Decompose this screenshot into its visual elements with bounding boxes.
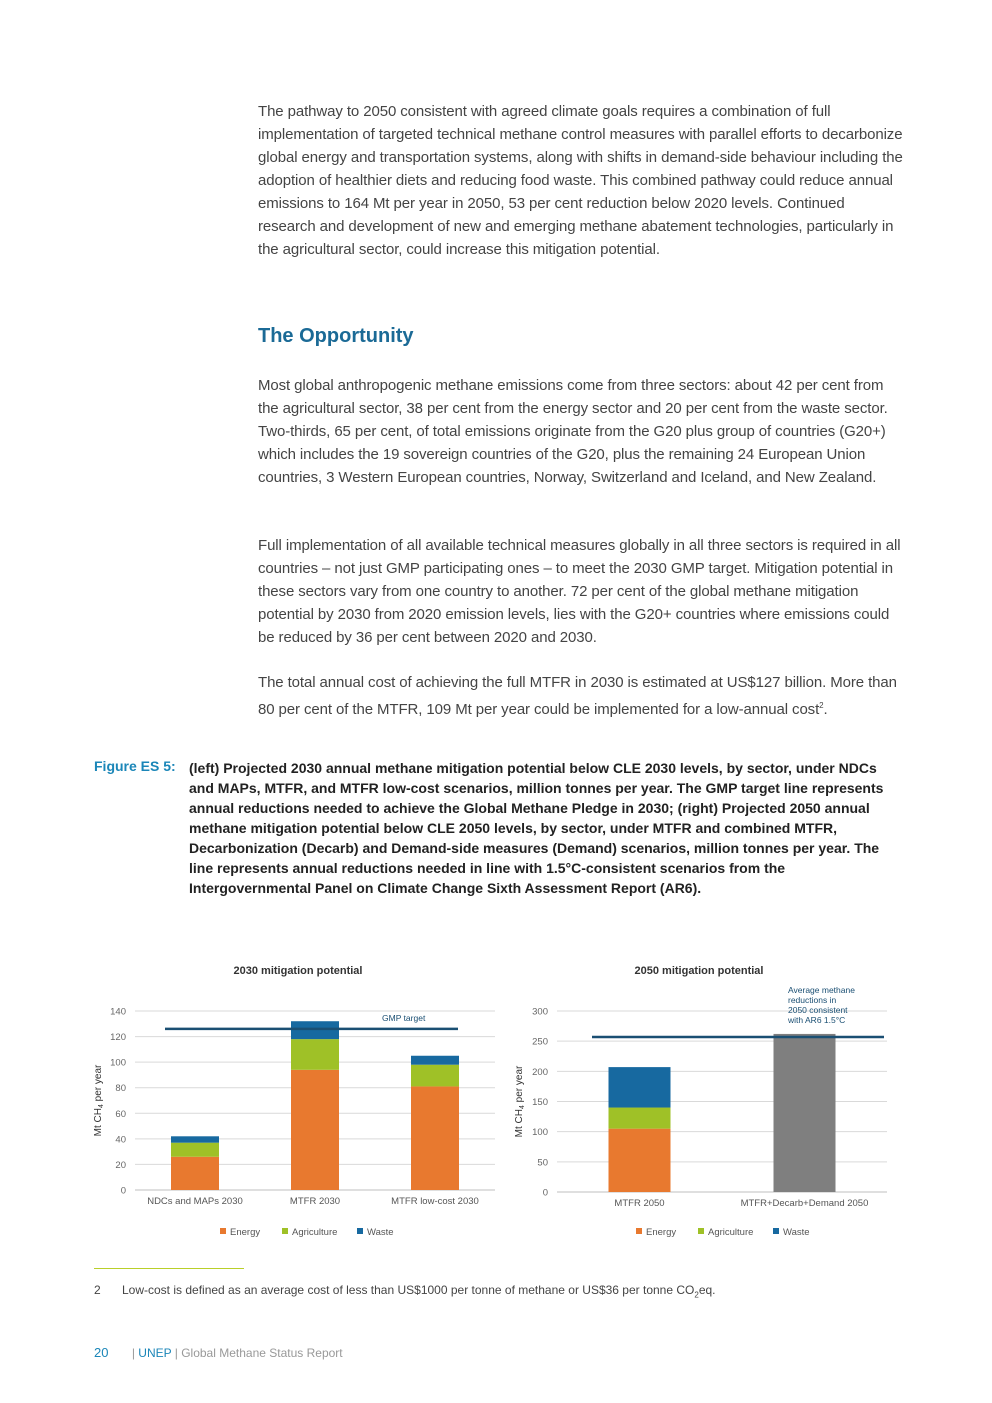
y-tick-label: 100 (110, 1057, 126, 1069)
legend-label-agriculture: Agriculture (708, 1227, 754, 1238)
figure-caption: (left) Projected 2030 annual methane mitigation potential below CLE 2030 levels, by sector, under NDCs and MAPs, MTFR, and MTFR low-cost scenarios, million tonnes per year. The GMP target line represents annual reductions needed to achieve the Global Methane Pledge in 2030; (right) Projected 2050 annual methane mitigation potential below CLE 2050 levels, by sector, under MTFR and combined MTFR, Decarbonization (Decarb) and Demand-side measures (Demand) scenarios, million tonnes per year. The line represents annual reductions needed in line with 1.5°C-consistent scenarios from the Intergovernmental Panel on Climate Change Sixth Assessment Report (AR6). (189, 760, 884, 896)
footnote-divider (94, 1268, 244, 1269)
bar-segment-agriculture (171, 1143, 219, 1157)
footnote-text-end: eq. (698, 1283, 716, 1297)
y-tick-label: 0 (542, 1187, 548, 1199)
page-number: 20 (94, 1345, 109, 1360)
bar-segment-energy (609, 1129, 671, 1192)
y-tick-label: 300 (532, 1006, 548, 1018)
cost-period: . (823, 701, 828, 718)
bar-segment-waste (171, 1136, 219, 1142)
y-tick-label: 100 (532, 1127, 548, 1139)
section-heading: The Opportunity (258, 325, 414, 347)
reference-line-label: 2050 consistent (788, 1005, 848, 1015)
measures-paragraph: Full implementation of all available technical measures globally in all three sectors is required in all countries – not just GMP participating ones – to meet the 2030 GMP target. Mitigation potential in these sectors vary from one country to another. 72 per cent of the global methane mitigation potential by 2030 from 2020 emission levels, lies with the G20+ countries where emissions could be reduced by 36 per cent between 2020 and 2030. (258, 537, 901, 646)
cost-paragraph (258, 671, 906, 721)
y-tick-label: 80 (115, 1083, 126, 1095)
footnote-text: Low-cost is defined as an average cost of less than US$1000 per tonne of methane or US$36 per tonne CO (122, 1283, 695, 1297)
y-tick-label: 250 (532, 1036, 548, 1048)
y-tick-label: 20 (115, 1159, 126, 1171)
legend-label-waste: Waste (783, 1227, 810, 1238)
bar-segment-energy (291, 1070, 339, 1190)
bar-segment-agriculture (411, 1065, 459, 1087)
chart-title: 2050 mitigation potential (634, 965, 764, 977)
x-tick-label: MTFR low-cost 2030 (391, 1196, 479, 1207)
y-tick-label: 60 (115, 1108, 126, 1120)
footnote-number: 2 (94, 1283, 101, 1297)
y-axis-label: Mt $CH_4$ per year (514, 1065, 526, 1138)
reference-line-label: with AR6 1.5°C (788, 1015, 846, 1025)
reference-line-label: GMP target (382, 1012, 426, 1023)
sectors-paragraph: Most global anthropogenic methane emissions come from three sectors: about 42 per cent from the agricultural sector, 38 per cent from the energy sector and 20 per cent from the waste sector. Two-thirds, 65 per cent, of total emissions originate from the G20 plus group of countries (G20+) which includes the 19 sovereign countries of the G20, plus the remaining 24 European Union countries, 3 Western European countries, Norway, Switzerland and Iceland, and New Zealand. (258, 377, 888, 486)
footer-brand[interactable]: UNEP (138, 1346, 172, 1360)
footnote (94, 1283, 716, 1299)
y-tick-label: 50 (537, 1157, 548, 1169)
y-tick-label: 40 (115, 1134, 126, 1146)
intro-paragraph: The pathway to 2050 consistent with agreed climate goals requires a combination of full implementation of targeted technical methane control measures with parallel efforts to decarbonize global energy and transportation systems, along with shifts in demand-side behaviour including the adoption of healthier diets and reducing food waste. This combined pathway could reduce annual emissions to 164 Mt per year in 2050, 53 per cent reduction below 2020 levels. Continued research and development of new and emerging methane abatement technologies, particularly in the agricultural sector, could increase this mitigation potential. (258, 103, 903, 258)
y-axis-label: Mt $CH_4$ per year (93, 1064, 105, 1137)
bar-segment-waste (609, 1067, 671, 1107)
legend-swatch-waste (357, 1228, 363, 1234)
bar-segment-energy (411, 1086, 459, 1190)
bar-segment-waste (291, 1021, 339, 1039)
y-tick-label: 0 (120, 1185, 126, 1197)
chart-2030-mitigation (80, 950, 500, 1250)
legend-label-waste: Waste (367, 1227, 394, 1238)
x-tick-label: MTFR 2050 (614, 1198, 665, 1209)
y-tick-label: 120 (110, 1032, 126, 1044)
legend-swatch-waste (773, 1228, 779, 1234)
legend-swatch-energy (636, 1228, 642, 1234)
legend-swatch-energy (220, 1228, 226, 1234)
footer-title: | Global Methane Status Report (174, 1346, 343, 1360)
footer-separator: | (131, 1346, 135, 1360)
chart-2050-mitigation (505, 950, 905, 1250)
chart-title: 2030 mitigation potential (233, 965, 363, 977)
legend-label-energy: Energy (646, 1227, 677, 1238)
figure-label: Figure ES 5: (94, 758, 176, 774)
x-tick-label: NDCs and MAPs 2030 (147, 1196, 243, 1207)
reference-line-label: reductions in (788, 995, 837, 1005)
footnote-ref[interactable]: 2 (819, 701, 824, 710)
bar-segment-total (774, 1034, 836, 1192)
bar-segment-waste (411, 1056, 459, 1065)
page-footer (94, 1345, 343, 1360)
legend-label-agriculture: Agriculture (292, 1227, 338, 1238)
bar-segment-agriculture (609, 1108, 671, 1129)
y-tick-label: 140 (110, 1006, 126, 1018)
y-tick-label: 150 (532, 1097, 548, 1108)
legend-swatch-agriculture (282, 1228, 288, 1234)
x-tick-label: MTFR+Decarb+Demand 2050 (740, 1198, 869, 1209)
legend-label-energy: Energy (230, 1227, 261, 1238)
bar-segment-agriculture (291, 1039, 339, 1070)
footnote-sub: 2 (694, 1290, 699, 1300)
cost-text: The total annual cost of achieving the full MTFR in 2030 is estimated at US$127 billion. More than 80 per cent of the MTFR, 109 Mt per year could be implemented for a low-annual cost (258, 674, 897, 718)
bar-segment-energy (171, 1157, 219, 1190)
y-tick-label: 200 (532, 1066, 548, 1078)
reference-line-label: Average methane (788, 985, 855, 995)
legend-swatch-agriculture (698, 1228, 704, 1234)
x-tick-label: MTFR 2030 (289, 1196, 341, 1207)
